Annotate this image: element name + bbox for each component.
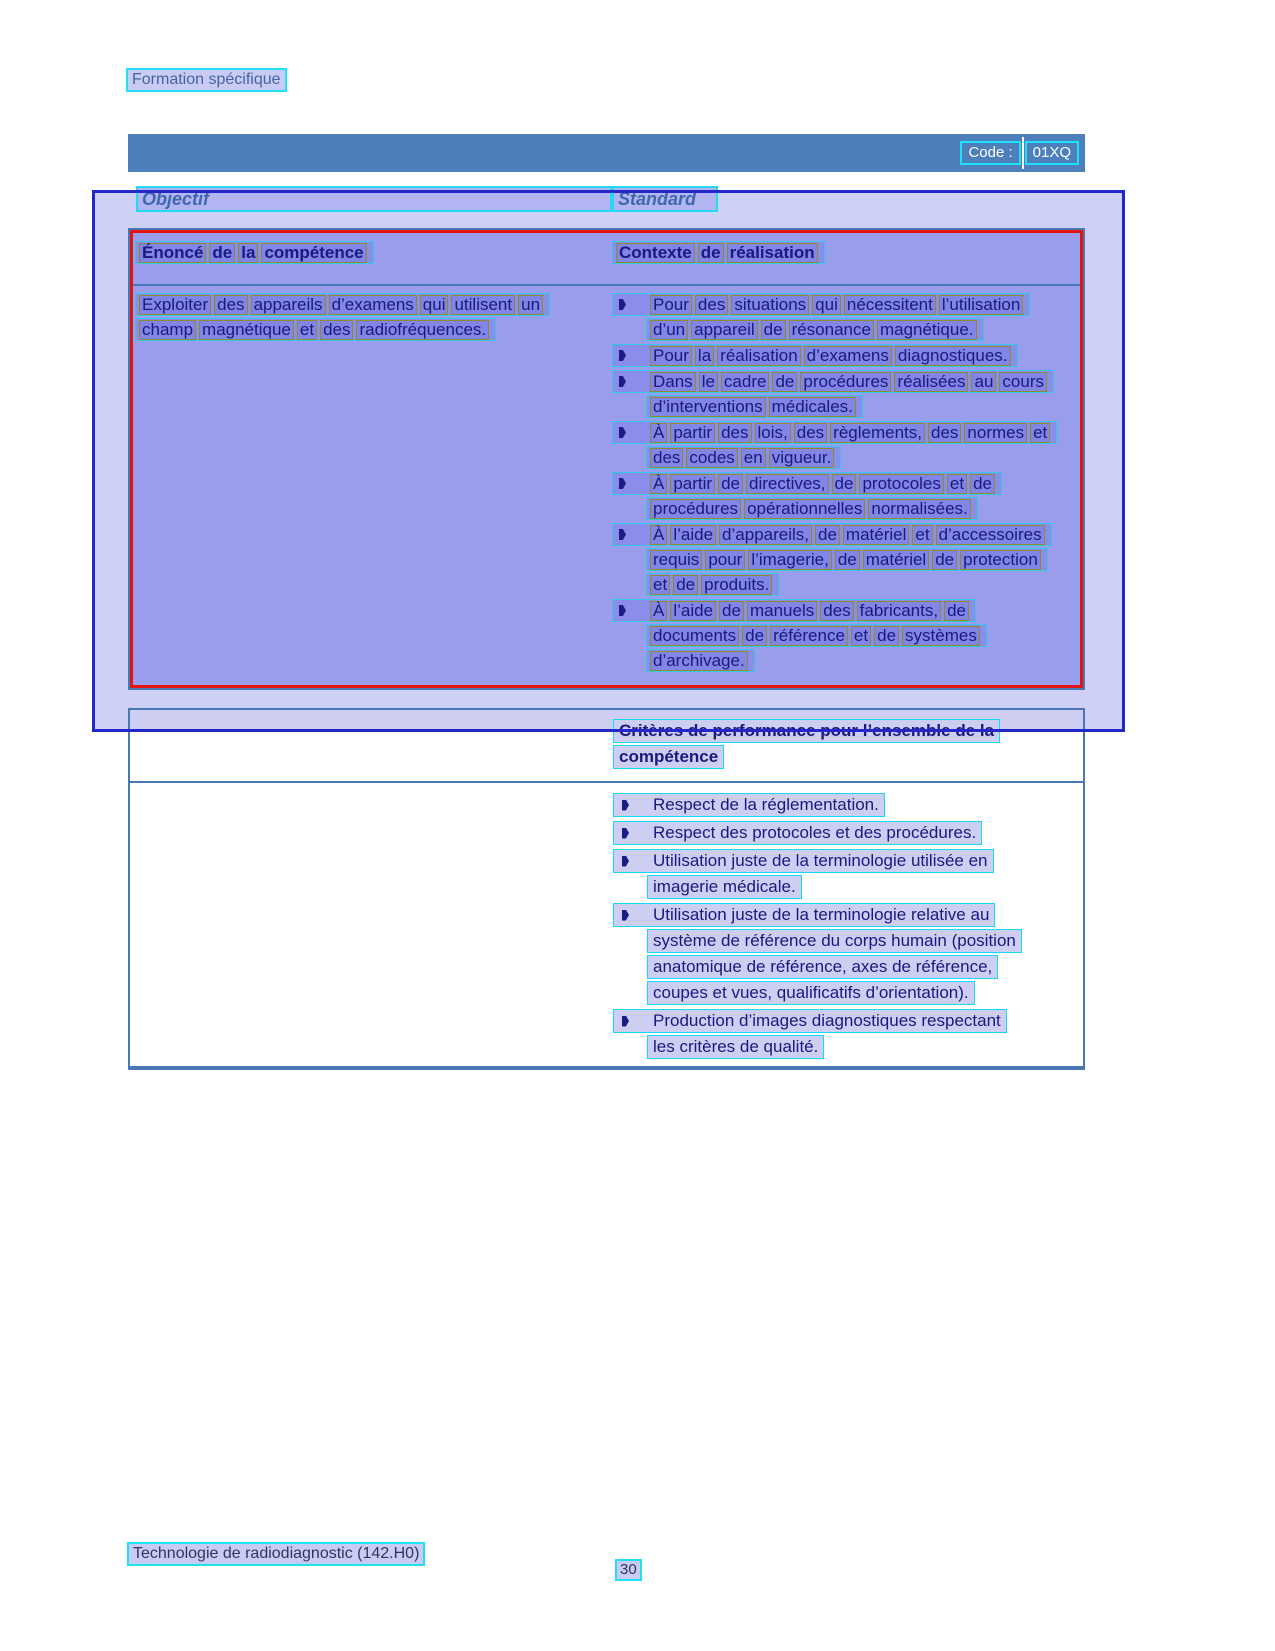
bullet-item <box>612 293 1084 341</box>
word-box: et <box>650 575 670 595</box>
standard-heading: Standard <box>612 186 718 212</box>
word-box: matériel <box>843 525 909 545</box>
text-line <box>612 293 1030 316</box>
competence-table <box>128 228 1085 690</box>
word-box: À <box>650 525 667 545</box>
bullet-item <box>613 821 1083 845</box>
word-box: Exploiter <box>139 295 211 315</box>
text-line <box>646 649 755 672</box>
word-box: le <box>699 372 718 392</box>
title-header-bar <box>128 134 1085 172</box>
word-box: documents <box>650 626 739 646</box>
criteria-table <box>128 708 1085 1070</box>
line-text: anatomique de référence, axes de référence, <box>653 957 993 976</box>
word-box: réalisation <box>727 243 818 263</box>
text-line <box>646 573 779 596</box>
word-box: réalisation <box>717 346 801 366</box>
word-box: de <box>970 474 995 494</box>
line-text: Critères de performance pour l’ensemble de la <box>619 721 995 740</box>
word-box: de <box>673 575 698 595</box>
word-box: procédures <box>650 499 741 519</box>
context-bullet-list <box>612 293 1084 675</box>
word-box: l’aide <box>670 525 716 545</box>
word-box: opérationnelles <box>744 499 865 519</box>
word-box: des <box>794 423 827 443</box>
word-box: au <box>971 372 996 392</box>
word-box: Pour <box>650 295 692 315</box>
word-box: requis <box>650 550 702 570</box>
word-box: Pour <box>650 346 692 366</box>
word-box: diagnostiques. <box>895 346 1011 366</box>
word-box: de <box>815 525 840 545</box>
word-box: À <box>650 423 667 443</box>
word-box: en <box>741 448 766 468</box>
word-box: utilisent <box>451 295 515 315</box>
word-box: de <box>832 474 857 494</box>
line-text: les critères de qualité. <box>653 1037 819 1056</box>
word-box: cours <box>999 372 1047 392</box>
text-line <box>613 821 982 845</box>
word-box: de <box>874 626 899 646</box>
line-text: Production d’images diagnostiques respectant <box>653 1011 1001 1030</box>
line-text: Utilisation juste de la terminologie utilisée en <box>653 851 988 870</box>
word-box: normes <box>964 423 1027 443</box>
bullet-icon <box>619 376 626 387</box>
word-box: vigueur. <box>769 448 835 468</box>
bullet-icon <box>619 299 626 310</box>
text-line <box>135 318 496 341</box>
bullet-icon <box>619 427 626 438</box>
word-box: Dans <box>650 372 696 392</box>
word-box: directives, <box>746 474 829 494</box>
word-box: l’utilisation <box>939 295 1023 315</box>
bullet-icon <box>619 529 626 540</box>
word-box: d’examens <box>804 346 892 366</box>
word-box: d’examens <box>329 295 417 315</box>
text-line <box>647 955 998 979</box>
bullet-icon <box>619 605 626 616</box>
word-box: de <box>209 243 235 263</box>
word-box: l’aide <box>670 601 716 621</box>
word-box: d’accessoires <box>936 525 1045 545</box>
line-text: compétence <box>619 747 719 766</box>
word-box: codes <box>686 448 737 468</box>
line-text: système de référence du corps humain (position <box>653 931 1016 950</box>
word-box: partir <box>670 423 715 443</box>
code-divider-line <box>1022 137 1024 169</box>
word-box: médicales. <box>769 397 856 417</box>
word-box: et <box>851 626 871 646</box>
word-box: l’imagerie, <box>748 550 831 570</box>
word-box: des <box>718 423 751 443</box>
text-line <box>613 745 724 769</box>
word-box: de <box>719 601 744 621</box>
bullet-item <box>612 523 1084 596</box>
page-number: 30 <box>615 1559 642 1581</box>
word-box: de <box>761 320 786 340</box>
word-box: la <box>238 243 258 263</box>
competence-statement <box>135 293 609 344</box>
text-line <box>612 472 1002 495</box>
bullet-item <box>612 472 1084 520</box>
word-box: de <box>698 243 724 263</box>
word-box: lois, <box>755 423 791 443</box>
criteria-header <box>613 719 1000 772</box>
word-box: réalisées <box>894 372 968 392</box>
word-box: règlements, <box>830 423 925 443</box>
word-box: procédures <box>800 372 891 392</box>
text-line <box>612 599 976 622</box>
word-box: et <box>947 474 967 494</box>
word-box: fabricants, <box>857 601 941 621</box>
text-line <box>646 624 987 647</box>
objectif-heading: Objectif <box>136 186 612 212</box>
word-box: des <box>928 423 961 443</box>
word-box: un <box>518 295 543 315</box>
word-box: de <box>772 372 797 392</box>
word-box: de <box>718 474 743 494</box>
word-box: appareil <box>691 320 758 340</box>
word-box: de <box>944 601 969 621</box>
word-box: magnétique. <box>877 320 977 340</box>
bullet-item <box>612 421 1084 469</box>
word-box: de <box>932 550 957 570</box>
bullet-icon <box>622 800 629 811</box>
text-line <box>646 548 1048 571</box>
code-label: Code : <box>960 141 1020 165</box>
word-box: produits. <box>701 575 772 595</box>
word-box: compétence <box>261 243 366 263</box>
word-box: Contexte <box>616 243 695 263</box>
enonce-header <box>135 241 374 264</box>
line-text: coupes et vues, qualificatifs d’orientation). <box>653 983 969 1002</box>
word-box: protection <box>960 550 1041 570</box>
line-text: Utilisation juste de la terminologie relative au <box>653 905 990 924</box>
bullet-item <box>613 903 1083 1005</box>
word-box: d’interventions <box>650 397 766 417</box>
word-box: nécessitent <box>844 295 936 315</box>
text-line <box>612 344 1018 367</box>
word-box: situations <box>731 295 809 315</box>
bullet-item <box>613 793 1083 817</box>
word-box: systèmes <box>902 626 980 646</box>
text-line <box>646 497 978 520</box>
text-line <box>613 849 994 873</box>
word-box: pour <box>705 550 745 570</box>
word-box: qui <box>420 295 449 315</box>
bullet-icon <box>619 350 626 361</box>
criteria-table-body <box>130 710 1083 1066</box>
text-line <box>612 421 1057 444</box>
word-box: référence <box>770 626 848 646</box>
competence-table-body <box>133 233 1080 685</box>
line-text: Respect de la réglementation. <box>653 795 879 814</box>
word-box: des <box>820 601 853 621</box>
word-box: et <box>1030 423 1050 443</box>
text-line <box>647 981 975 1005</box>
text-line <box>613 793 885 817</box>
text-line <box>647 1035 824 1059</box>
text-line <box>646 395 863 418</box>
word-box: des <box>650 448 683 468</box>
text-line <box>612 370 1054 393</box>
bullet-icon <box>622 910 629 921</box>
word-box: d’un <box>650 320 688 340</box>
text-line <box>613 719 1000 743</box>
word-box: de <box>835 550 860 570</box>
word-box: manuels <box>747 601 817 621</box>
header-separator-line <box>133 284 1080 286</box>
paragraph <box>613 719 1000 769</box>
text-line <box>647 929 1022 953</box>
word-box: des <box>320 320 353 340</box>
bullet-item <box>612 370 1084 418</box>
bullet-icon <box>622 856 629 867</box>
text-line <box>613 903 995 927</box>
bullet-icon <box>622 828 629 839</box>
text-line <box>135 293 550 316</box>
header-separator-line <box>130 781 1083 783</box>
footer-program-label: Technologie de radiodiagnostic (142.H0) <box>127 1542 425 1566</box>
word-box: Énoncé <box>139 243 206 263</box>
word-box: qui <box>812 295 841 315</box>
text-line <box>646 446 841 469</box>
word-box: protocoles <box>859 474 943 494</box>
bullet-item <box>612 599 1084 672</box>
word-box: appareils <box>251 295 326 315</box>
contexte-header <box>612 241 825 264</box>
word-box: d’archivage. <box>650 651 748 671</box>
line-text: Respect des protocoles et des procédures. <box>653 823 977 842</box>
text-line <box>646 318 984 341</box>
word-box: des <box>214 295 247 315</box>
section-label: Formation spécifique <box>126 68 287 92</box>
word-box: résonance <box>789 320 874 340</box>
line-text: imagerie médicale. <box>653 877 796 896</box>
bullet-item <box>613 1009 1083 1059</box>
word-box: d’appareils, <box>719 525 812 545</box>
bullet-item <box>613 849 1083 899</box>
word-box: de <box>742 626 767 646</box>
bullet-item <box>612 344 1084 367</box>
paragraph <box>135 293 609 341</box>
code-value: 01XQ <box>1025 141 1079 165</box>
code-field <box>960 137 1079 169</box>
word-box: et <box>912 525 932 545</box>
word-box: À <box>650 601 667 621</box>
bullet-icon <box>619 478 626 489</box>
word-box: normalisées. <box>868 499 970 519</box>
bullet-icon <box>622 1016 629 1027</box>
word-box: radiofréquences. <box>356 320 489 340</box>
word-box: partir <box>670 474 715 494</box>
word-box: des <box>695 295 728 315</box>
text-line <box>613 1009 1007 1033</box>
criteria-bullet-list <box>613 793 1083 1063</box>
word-box: la <box>695 346 714 366</box>
word-box: cadre <box>721 372 770 392</box>
word-box: champ <box>139 320 196 340</box>
text-line <box>612 523 1052 546</box>
word-box: magnétique <box>199 320 294 340</box>
word-box: et <box>297 320 317 340</box>
text-line <box>647 875 802 899</box>
word-box: À <box>650 474 667 494</box>
word-box: matériel <box>863 550 929 570</box>
